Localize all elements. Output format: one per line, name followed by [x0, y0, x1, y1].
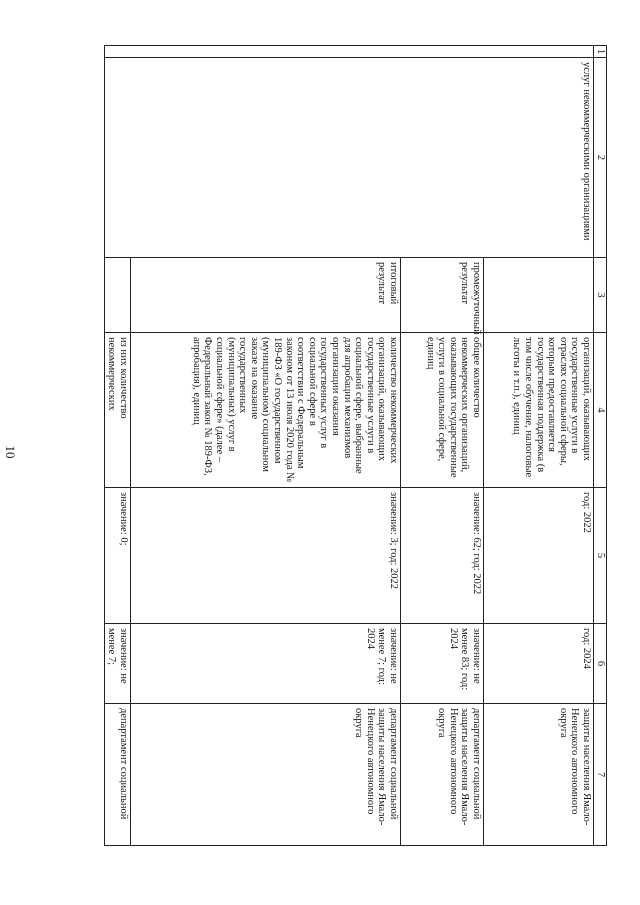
cell-base-value-1: год: 2022: [484, 488, 594, 624]
cell-result-type-2: промежуточный результат: [401, 258, 484, 333]
results-table: [104, 45, 607, 846]
cell-target-value-2: значение: не менее 83; год: 2024: [401, 624, 484, 704]
cell-indicator-3: количество некоммерческих организаций, оказывающих государственные услуги в социальной сфере, выбранные для апробации механизмов организации оказания государственных услуг в социальной сфере в соответствии с Федеральным законом от 13 июля 2020 года № 189-ФЗ «О государственном (муниципальном) социальном заказе на оказание государственных (муниципальных) услуг в социальной сфере» (далее – Федеральный закон № 189-ФЗ, апробация), единиц: [131, 333, 401, 488]
cell-service-type: услуг некоммерческими организациями: [104, 58, 593, 258]
cell-base-value-2: значение: 62; год: 2022: [401, 488, 484, 624]
cell-responsible-4: департамент социальной: [104, 704, 130, 846]
header-row: [594, 46, 607, 846]
cell-base-value-3: значение: 3; год: 2022: [131, 488, 401, 624]
cell-result-type-3: итоговый результат: [131, 258, 401, 333]
cell-indicator-1: организаций, оказывающих государственные услуги в отраслях социальной сферы, которым предоставляется государственная поддержка (в том числе обучение, налоговые льготы и т.п.), единиц: [484, 333, 594, 488]
cell-responsible-1: защиты населения Ямало-Ненецкого автономного округа: [484, 704, 594, 846]
cell-responsible-2: департамент социальной защиты населения Ямало-Ненецкого автономного округа: [401, 704, 484, 846]
header-col-7: 7: [594, 704, 607, 846]
cell-base-value-4: значение: 0;: [104, 488, 130, 624]
cell-result-type-4: [104, 258, 130, 333]
cell-col1: [104, 46, 593, 58]
header-col-1: 1: [594, 46, 607, 58]
cell-target-value-3: значение: не менее 7; год: 2024: [131, 624, 401, 704]
header-col-4: 4: [594, 333, 607, 488]
page-number: 10: [3, 445, 18, 459]
cell-target-value-1: год: 2024: [484, 624, 594, 704]
table-row-1: [484, 46, 594, 846]
cell-indicator-2: общее количество некоммерческих организаций, оказывающих государственные услуги в социальной сфере, единиц: [401, 333, 484, 488]
cell-responsible-3: департамент социальной защиты населения Ямало-Ненецкого автономного округа: [131, 704, 401, 846]
cell-target-value-4: значение: не менее 7;: [104, 624, 130, 704]
rotated-table-frame: [105, 45, 607, 845]
cell-result-type-1: [484, 258, 594, 333]
cell-indicator-4: из них количество некоммерческих: [104, 333, 130, 488]
header-col-6: 6: [594, 624, 607, 704]
header-col-2: 2: [594, 58, 607, 258]
header-col-5: 5: [594, 488, 607, 624]
header-col-3: 3: [594, 258, 607, 333]
